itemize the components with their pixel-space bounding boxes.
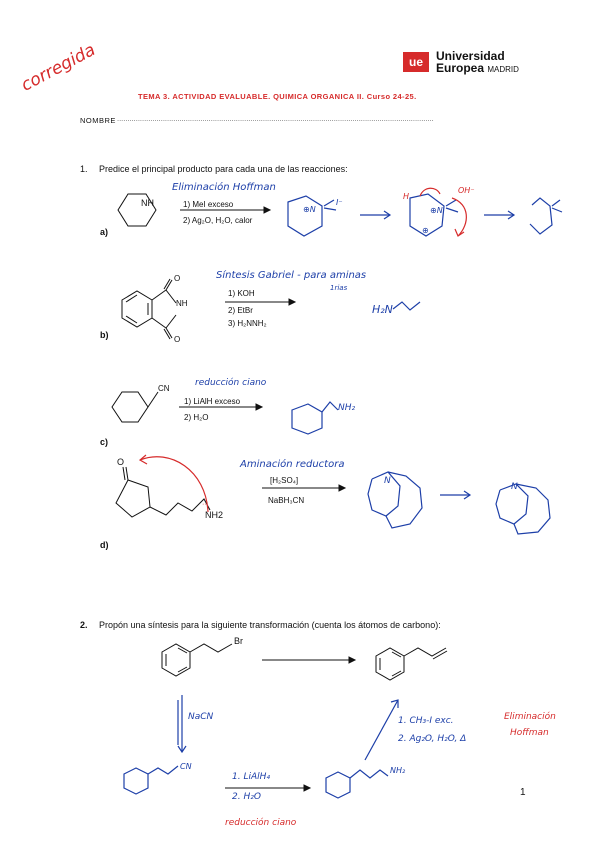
piperidine-nh: NH (141, 198, 154, 208)
reaction-d-answer-n1: N (384, 476, 391, 486)
q1-number: 1. (80, 164, 88, 174)
ketone-o: O (117, 457, 125, 467)
name-label: NOMBRE (80, 116, 116, 125)
lone-pair-dots: ·· (202, 501, 207, 508)
reaction-a-reagent-1: 1) MeI exceso (183, 200, 234, 209)
reaction-d-reagent-1: [H₂SO₄] (270, 476, 299, 485)
amine-nh2: NH2 (205, 510, 224, 520)
curved-arrow-2 (452, 198, 466, 236)
reaction-b-note-sub: 1rias (330, 284, 348, 292)
name-field-dots: ........................................................................................................................................................ (117, 114, 434, 123)
cyclopentanone-ring (116, 480, 150, 517)
reaction-c-note: reducción ciano (195, 378, 267, 388)
annot-iodide: I⁻ (336, 198, 343, 207)
university-logo-mark: ue (403, 52, 429, 72)
page-number: 1 (520, 787, 526, 798)
q2-step3-note-line2: Hoffman (510, 728, 549, 738)
university-name: Universidad Europea MADRID (436, 49, 519, 75)
phthalimide-nh: NH (176, 299, 188, 308)
document-title: TEMA 3. ACTIVIDAD EVALUABLE. QUIMICA ORGANICA II. Curso 24-25. (138, 92, 417, 101)
q2-number: 2. (80, 620, 88, 630)
nitrile-cn: CN (158, 384, 170, 393)
corrected-stamp: corregida (18, 40, 99, 96)
q2-step3-reagent-1: 1. CH₃-I exc. (398, 716, 454, 726)
reaction-c-reagent-2: 2) H₂O (184, 413, 209, 422)
q2-step1-reagent: NaCN (188, 712, 214, 722)
q2-step2-reagent-2: 2. H₂O (232, 792, 261, 802)
annot-nplus-2: ⊕N (430, 206, 443, 215)
curved-arrow-amine (140, 457, 208, 512)
reaction-d-note: Aminación reductora (240, 459, 345, 470)
cyclohexane-ring (112, 392, 148, 422)
reaction-a-note: Eliminación Hoffman (172, 182, 276, 193)
annot-hydroxide: OH⁻ (458, 186, 475, 195)
handwritten-ammonium-ring (288, 196, 322, 236)
annot-plus: ⊕ (422, 226, 429, 235)
q1-prompt: Predice el principal producto para cada una de las reacciones: (99, 164, 348, 174)
reaction-d-label: d) (100, 540, 109, 550)
phthalimide-o-top: O (174, 274, 181, 283)
reaction-c-answer-nh2: NH₂ (338, 403, 356, 413)
phthalimide-o-bottom: O (174, 335, 181, 344)
reaction-c-label: c) (100, 437, 109, 447)
q2-bromine: Br (234, 636, 243, 646)
q2-step2-note: reducción ciano (225, 818, 297, 828)
q2-prompt: Propón una síntesis para la siguiente transformación (cuenta los átomos de carbono): (99, 620, 441, 630)
q2-step3-reagent-2: 2. Ag₂O, H₂O, Δ (398, 734, 467, 744)
annot-nplus-1: ⊕N (303, 205, 316, 214)
reaction-d-answer-n2: N (511, 482, 518, 492)
reaction-c-reagent-1: 1) LiAlH exceso (184, 397, 241, 406)
reaction-b-answer: H₂N (372, 303, 393, 316)
reaction-b-reagent-1: 1) KOH (228, 289, 255, 298)
reaction-a-label: a) (100, 227, 109, 237)
reaction-b-label: b) (100, 330, 109, 340)
q2-nitrile-group: CN (180, 762, 192, 771)
q2-step3-note-line1: Eliminación (504, 712, 556, 722)
reaction-b-note: Síntesis Gabriel - para aminas (216, 270, 367, 281)
reaction-b-reagent-2: 2) EtBr (228, 306, 253, 315)
q2-amine-group: NH₂ (390, 766, 406, 775)
reaction-a-reagent-2: 2) Ag₂O, H₂O, calor (183, 216, 253, 225)
handwritten-cyclohexane (292, 404, 322, 434)
annot-h: H (403, 192, 410, 201)
reaction-b-reagent-3: 3) H₂NNH₂ (228, 319, 267, 328)
q2-step2-reagent-1: 1. LiAlH₄ (232, 772, 270, 782)
reaction-d-reagent-2: NaBH₃CN (268, 496, 305, 505)
